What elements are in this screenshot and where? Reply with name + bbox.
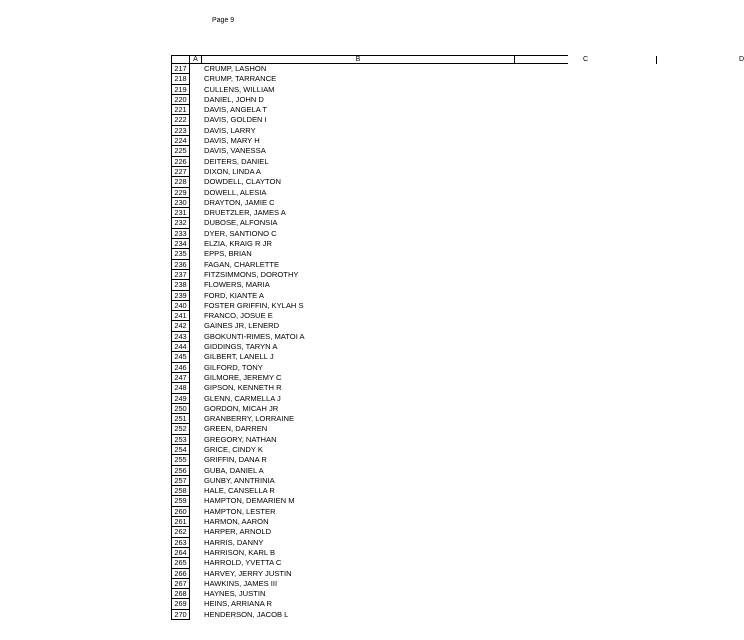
table-row: [171, 527, 568, 537]
row-number: 227: [171, 167, 190, 177]
table-row: [171, 507, 568, 517]
name-cell: GIPSON, KENNETH R: [204, 383, 282, 393]
table-row: [171, 136, 568, 146]
name-cell: HALE, CANSELLA R: [204, 486, 275, 496]
row-number: 256: [171, 466, 190, 476]
name-cell: FLOWERS, MARIA: [204, 280, 270, 290]
row-number: 255: [171, 455, 190, 465]
table-row: [171, 589, 568, 599]
name-cell: DAVIS, ANGELA T: [204, 105, 268, 115]
table-row: [171, 455, 568, 465]
row-number: 221: [171, 105, 190, 115]
row-number: 252: [171, 424, 190, 434]
row-number: 251: [171, 414, 190, 424]
name-cell: DUBOSE, ALFONSIA: [204, 218, 278, 228]
table-row: [171, 177, 568, 187]
row-number: 263: [171, 538, 190, 548]
table-row: [171, 579, 568, 589]
row-number: 242: [171, 321, 190, 331]
row-number: 235: [171, 249, 190, 259]
row-number: 220: [171, 95, 190, 105]
row-number: 233: [171, 229, 190, 239]
table-row: [171, 424, 568, 434]
row-number: 228: [171, 177, 190, 187]
name-cell: DOWELL, ALESIA: [204, 187, 267, 197]
table-row: [171, 538, 568, 548]
row-number: 244: [171, 342, 190, 352]
row-number: 268: [171, 589, 190, 599]
table-row: [171, 414, 568, 424]
name-cell: DEITERS, DANIEL: [204, 156, 269, 166]
name-cell: GILBERT, LANELL J: [204, 352, 274, 362]
name-cell: GILFORD, TONY: [204, 362, 263, 372]
name-cell: HAWKINS, JAMES III: [204, 578, 278, 588]
name-cell: FOSTER GRIFFIN, KYLAH S: [204, 300, 304, 310]
name-cell: HAYNES, JUSTIN: [204, 589, 266, 599]
name-cell: DIXON, LINDA A: [204, 166, 261, 176]
table-row: [171, 270, 568, 280]
table-row: [171, 208, 568, 218]
name-cell: HAMPTON, LESTER: [204, 506, 276, 516]
table-row: [171, 105, 568, 115]
name-cell: FITZSIMMONS, DOROTHY: [204, 269, 299, 279]
table-row: [171, 352, 568, 362]
name-cell: EPPS, BRIAN: [204, 249, 252, 259]
row-number: 223: [171, 126, 190, 136]
name-cell: FAGAN, CHARLETTE: [204, 259, 280, 269]
table-row: [171, 167, 568, 177]
name-cell: GLENN, CARMELLA J: [204, 393, 281, 403]
table-row: [171, 599, 568, 609]
name-cell: DOWDELL, CLAYTON: [204, 177, 281, 187]
row-number: 225: [171, 146, 190, 156]
name-cell: GREGORY, NATHAN: [204, 434, 277, 444]
table-row: [171, 95, 568, 105]
name-cell: CRUMP, LASHON: [204, 64, 267, 73]
name-cell: GUNBY, ANNTRINIA: [204, 475, 275, 485]
name-cell: FORD, KIANTE A: [204, 290, 264, 300]
table-row: [171, 383, 568, 393]
table-row: [171, 280, 568, 290]
row-number: 229: [171, 188, 190, 198]
name-cell: HEINS, ARRIANA R: [204, 599, 272, 609]
name-cell: ELZIA, KRAIG R JR: [204, 239, 272, 249]
table-row: [171, 332, 568, 342]
row-number: 257: [171, 476, 190, 486]
name-cell: GRICE, CINDY K: [204, 444, 263, 454]
row-number: 222: [171, 115, 190, 125]
name-cell: GRANBERRY, LORRAINE: [204, 414, 295, 424]
table-row: [171, 74, 568, 84]
name-cell: GREEN, DARREN: [204, 424, 268, 434]
name-cell: FRANCO, JOSUE E: [204, 311, 273, 321]
row-number: 224: [171, 136, 190, 146]
row-number: 246: [171, 363, 190, 373]
column-header-c: C: [515, 56, 657, 64]
name-cell: CULLENS, WILLIAM: [204, 84, 275, 94]
name-cell: GILMORE, JEREMY C: [204, 372, 282, 382]
corner-cell: [171, 56, 190, 64]
row-number: 234: [171, 239, 190, 249]
table-row: [171, 321, 568, 331]
table-row: [171, 363, 568, 373]
name-cell: GIDDINGS, TARYN A: [204, 342, 278, 352]
table-row: [171, 291, 568, 301]
name-cell: HARRIS, DANNY: [204, 537, 264, 547]
row-number: 262: [171, 527, 190, 537]
name-cell: GAINES JR, LENERD: [204, 321, 280, 331]
row-number: 243: [171, 332, 190, 342]
table-row: [171, 198, 568, 208]
row-number: 260: [171, 507, 190, 517]
table-row: [171, 229, 568, 239]
row-number: 265: [171, 558, 190, 568]
name-cell: GORDON, MICAH JR: [204, 403, 279, 413]
table-row: [171, 157, 568, 167]
column-header-row: [171, 55, 744, 64]
name-cell: HARPER, ARNOLD: [204, 527, 272, 537]
name-cell: HARROLD, YVETTA C: [204, 558, 282, 568]
column-header-d: D: [739, 56, 744, 63]
name-cell: DAVIS, GOLDEN I: [204, 115, 267, 125]
name-cell: DRUETZLER, JAMES A: [204, 208, 286, 218]
table-row: [171, 394, 568, 404]
table-row: [171, 64, 568, 74]
table-row: [171, 218, 568, 228]
row-number: 264: [171, 548, 190, 558]
row-number: 217: [171, 64, 190, 74]
page-label: Page 9: [212, 17, 235, 24]
row-number: 253: [171, 435, 190, 445]
name-cell: GUBA, DANIEL A: [204, 465, 264, 475]
column-header-b: B: [202, 56, 515, 64]
name-cell: HARVEY, JERRY JUSTIN: [204, 568, 292, 578]
name-cell: DAVIS, MARY H: [204, 136, 260, 146]
table-row: [171, 517, 568, 527]
name-cell: DAVIS, LARRY: [204, 125, 256, 135]
name-cell: DRAYTON, JAMIE C: [204, 197, 275, 207]
name-cell: DAVIS, VANESSA: [204, 146, 266, 156]
row-number: 245: [171, 352, 190, 362]
name-cell: GRIFFIN, DANA R: [204, 455, 267, 465]
name-cell: HAMPTON, DEMARIEN M: [204, 496, 295, 506]
row-number: 232: [171, 218, 190, 228]
row-number: 219: [171, 85, 190, 95]
row-number: 231: [171, 208, 190, 218]
table-row: [171, 435, 568, 445]
row-number: 266: [171, 569, 190, 579]
table-row: [171, 115, 568, 125]
table-row: [171, 249, 568, 259]
table-row: [171, 445, 568, 455]
table-row: [171, 239, 568, 249]
table-row: [171, 85, 568, 95]
table-row: [171, 476, 568, 486]
table-row: [171, 342, 568, 352]
row-number: 267: [171, 579, 190, 589]
rows-container: [171, 64, 568, 620]
table-row: [171, 126, 568, 136]
row-number: 250: [171, 404, 190, 414]
row-number: 270: [171, 610, 190, 620]
row-number: 248: [171, 383, 190, 393]
name-cell: CRUMP, TARRANCE: [204, 74, 277, 84]
row-number: 269: [171, 599, 190, 609]
table-row: [171, 548, 568, 558]
table-row: [171, 496, 568, 506]
name-cell: DANIEL, JOHN D: [204, 94, 264, 104]
table-row: [171, 373, 568, 383]
row-number: 237: [171, 270, 190, 280]
table-row: [171, 558, 568, 568]
row-number: 230: [171, 198, 190, 208]
row-number: 258: [171, 486, 190, 496]
name-cell: HENDERSON, JACOB L: [204, 609, 289, 619]
row-number: 240: [171, 301, 190, 311]
row-number: 259: [171, 496, 190, 506]
column-header-a: A: [190, 56, 202, 64]
name-cell: HARRISON, KARL B: [204, 547, 276, 557]
row-number: 254: [171, 445, 190, 455]
row-number: 241: [171, 311, 190, 321]
row-number: 239: [171, 291, 190, 301]
row-number: 238: [171, 280, 190, 290]
name-cell: GBOKUNTI-RIMES, MATOI A: [204, 331, 305, 341]
name-cell: DYER, SANTIONO C: [204, 228, 277, 238]
table-row: [171, 260, 568, 270]
row-number: 218: [171, 74, 190, 84]
table-row: [171, 404, 568, 414]
table-row: [171, 311, 568, 321]
table-row: [171, 301, 568, 311]
table-row: [171, 610, 568, 620]
table-row: [171, 188, 568, 198]
table-row: [171, 569, 568, 579]
row-number: 247: [171, 373, 190, 383]
spreadsheet: [171, 55, 744, 620]
row-number: 261: [171, 517, 190, 527]
row-number: 226: [171, 157, 190, 167]
table-row: [171, 486, 568, 496]
name-cell: HARMON, AARON: [204, 517, 269, 527]
row-number: 249: [171, 394, 190, 404]
row-number: 236: [171, 260, 190, 270]
table-row: [171, 466, 568, 476]
table-row: [171, 146, 568, 156]
